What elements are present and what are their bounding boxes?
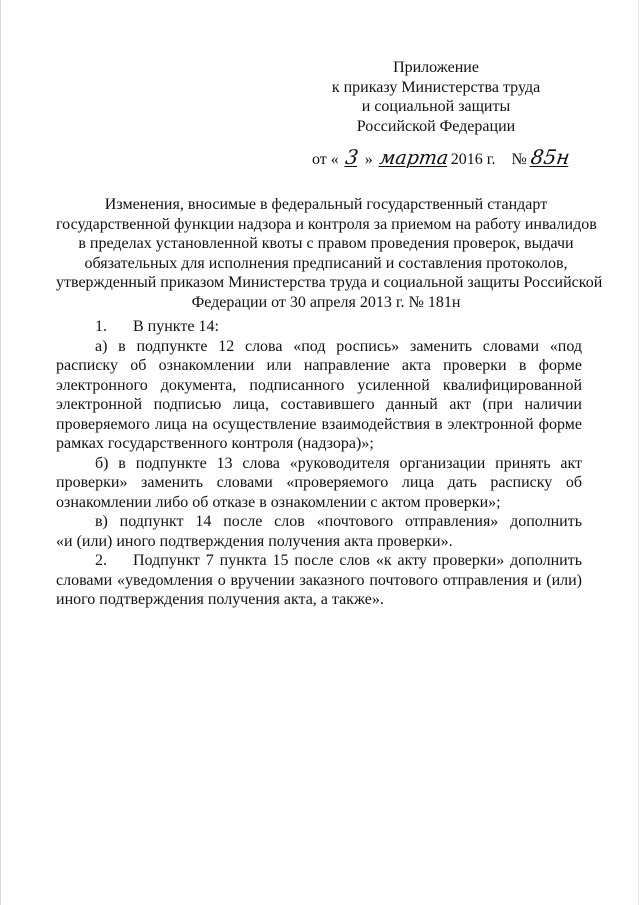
document-title <box>56 195 603 312</box>
title-line-2: государственной функции надзора и контроля за приемом на работу инвалидов <box>56 215 597 233</box>
item-2-line-3: иного подтверждения получения акта, а также». <box>56 591 384 608</box>
appendix-line-2: к приказу Министерства труда <box>331 78 541 96</box>
order-number-handwritten: 85н <box>529 145 572 169</box>
document-body <box>56 317 582 610</box>
para-b-line-1: б) в подпункте 13 слова «руководителя организации принять акт <box>95 454 582 472</box>
para-a-line-1: а) в подпункте 12 слова «под роспись» заменить словами «под <box>95 337 582 355</box>
item-1-heading <box>56 317 582 337</box>
title-line-5: утвержденный приказом Министерства труда и социальной защиты Российской <box>56 274 603 291</box>
scan-edge-right <box>638 0 639 905</box>
item-1-text: В пункте 14: <box>133 318 219 335</box>
para-a-line-5: проверяемого лица на осуществление взаимодействия в электронной форме <box>56 415 582 433</box>
para-b-line-3: ознакомлении либо об отказе в ознакомлении с актом проверки»; <box>56 493 501 511</box>
para-c-line-2: «и (или) иного подтверждения получения акта проверки». <box>56 532 453 550</box>
para-a-line-6: рамках государственного контроля (надзора)»; <box>56 435 374 452</box>
para-b-line-2: проверки» заменить словами «проверяемого лица дать расписку об <box>56 474 582 491</box>
title-line-1: Изменения, вносимые в федеральный государственный стандарт <box>104 196 548 213</box>
date-day-handwritten: 3 <box>343 145 360 169</box>
date-mid: » <box>364 151 373 168</box>
para-a-line-4: электронной подписью лица, составившего данный акт (при наличии <box>56 396 582 413</box>
appendix-line-3: и социальной защиты <box>361 98 511 115</box>
date-year: 2016 г. <box>450 151 496 168</box>
order-number-prefix: № <box>511 151 527 168</box>
title-line-6: Федерации от 30 апреля 2013 г. № 181н <box>191 293 461 311</box>
para-c-line-1: в) подпункт 14 после слов «почтового отправления» дополнить <box>95 513 582 530</box>
title-line-3: в пределах установленной квоты с правом проведения проверок, выдачи <box>78 235 574 252</box>
item-2-line-1 <box>56 551 582 571</box>
title-line-4: обязательных для исполнения предписаний и составления протоколов, <box>84 254 568 272</box>
item-2-text-1: Подпункт 7 пункта 15 после слов «к акту проверки» дополнить <box>133 552 582 569</box>
scan-edge-left <box>0 0 1 905</box>
para-a-line-2: расписку об ознакомлении или направление акта проверки в форме <box>56 357 582 374</box>
item-2-line-2: словами «уведомления о вручении заказного почтового отправления и (или) <box>56 571 582 589</box>
date-month-handwritten: марта <box>377 147 450 169</box>
appendix-header <box>312 58 560 136</box>
date-prefix: от « <box>312 151 339 168</box>
appendix-line-4: Российской Федерации <box>356 117 516 135</box>
item-2-number: 2. <box>95 552 107 569</box>
para-a-line-3: электронного документа, подписанного усиленной квалифицированной <box>56 376 582 394</box>
item-1-number: 1. <box>95 318 107 335</box>
order-date-line <box>312 147 582 170</box>
appendix-line-1: Приложение <box>393 59 479 76</box>
